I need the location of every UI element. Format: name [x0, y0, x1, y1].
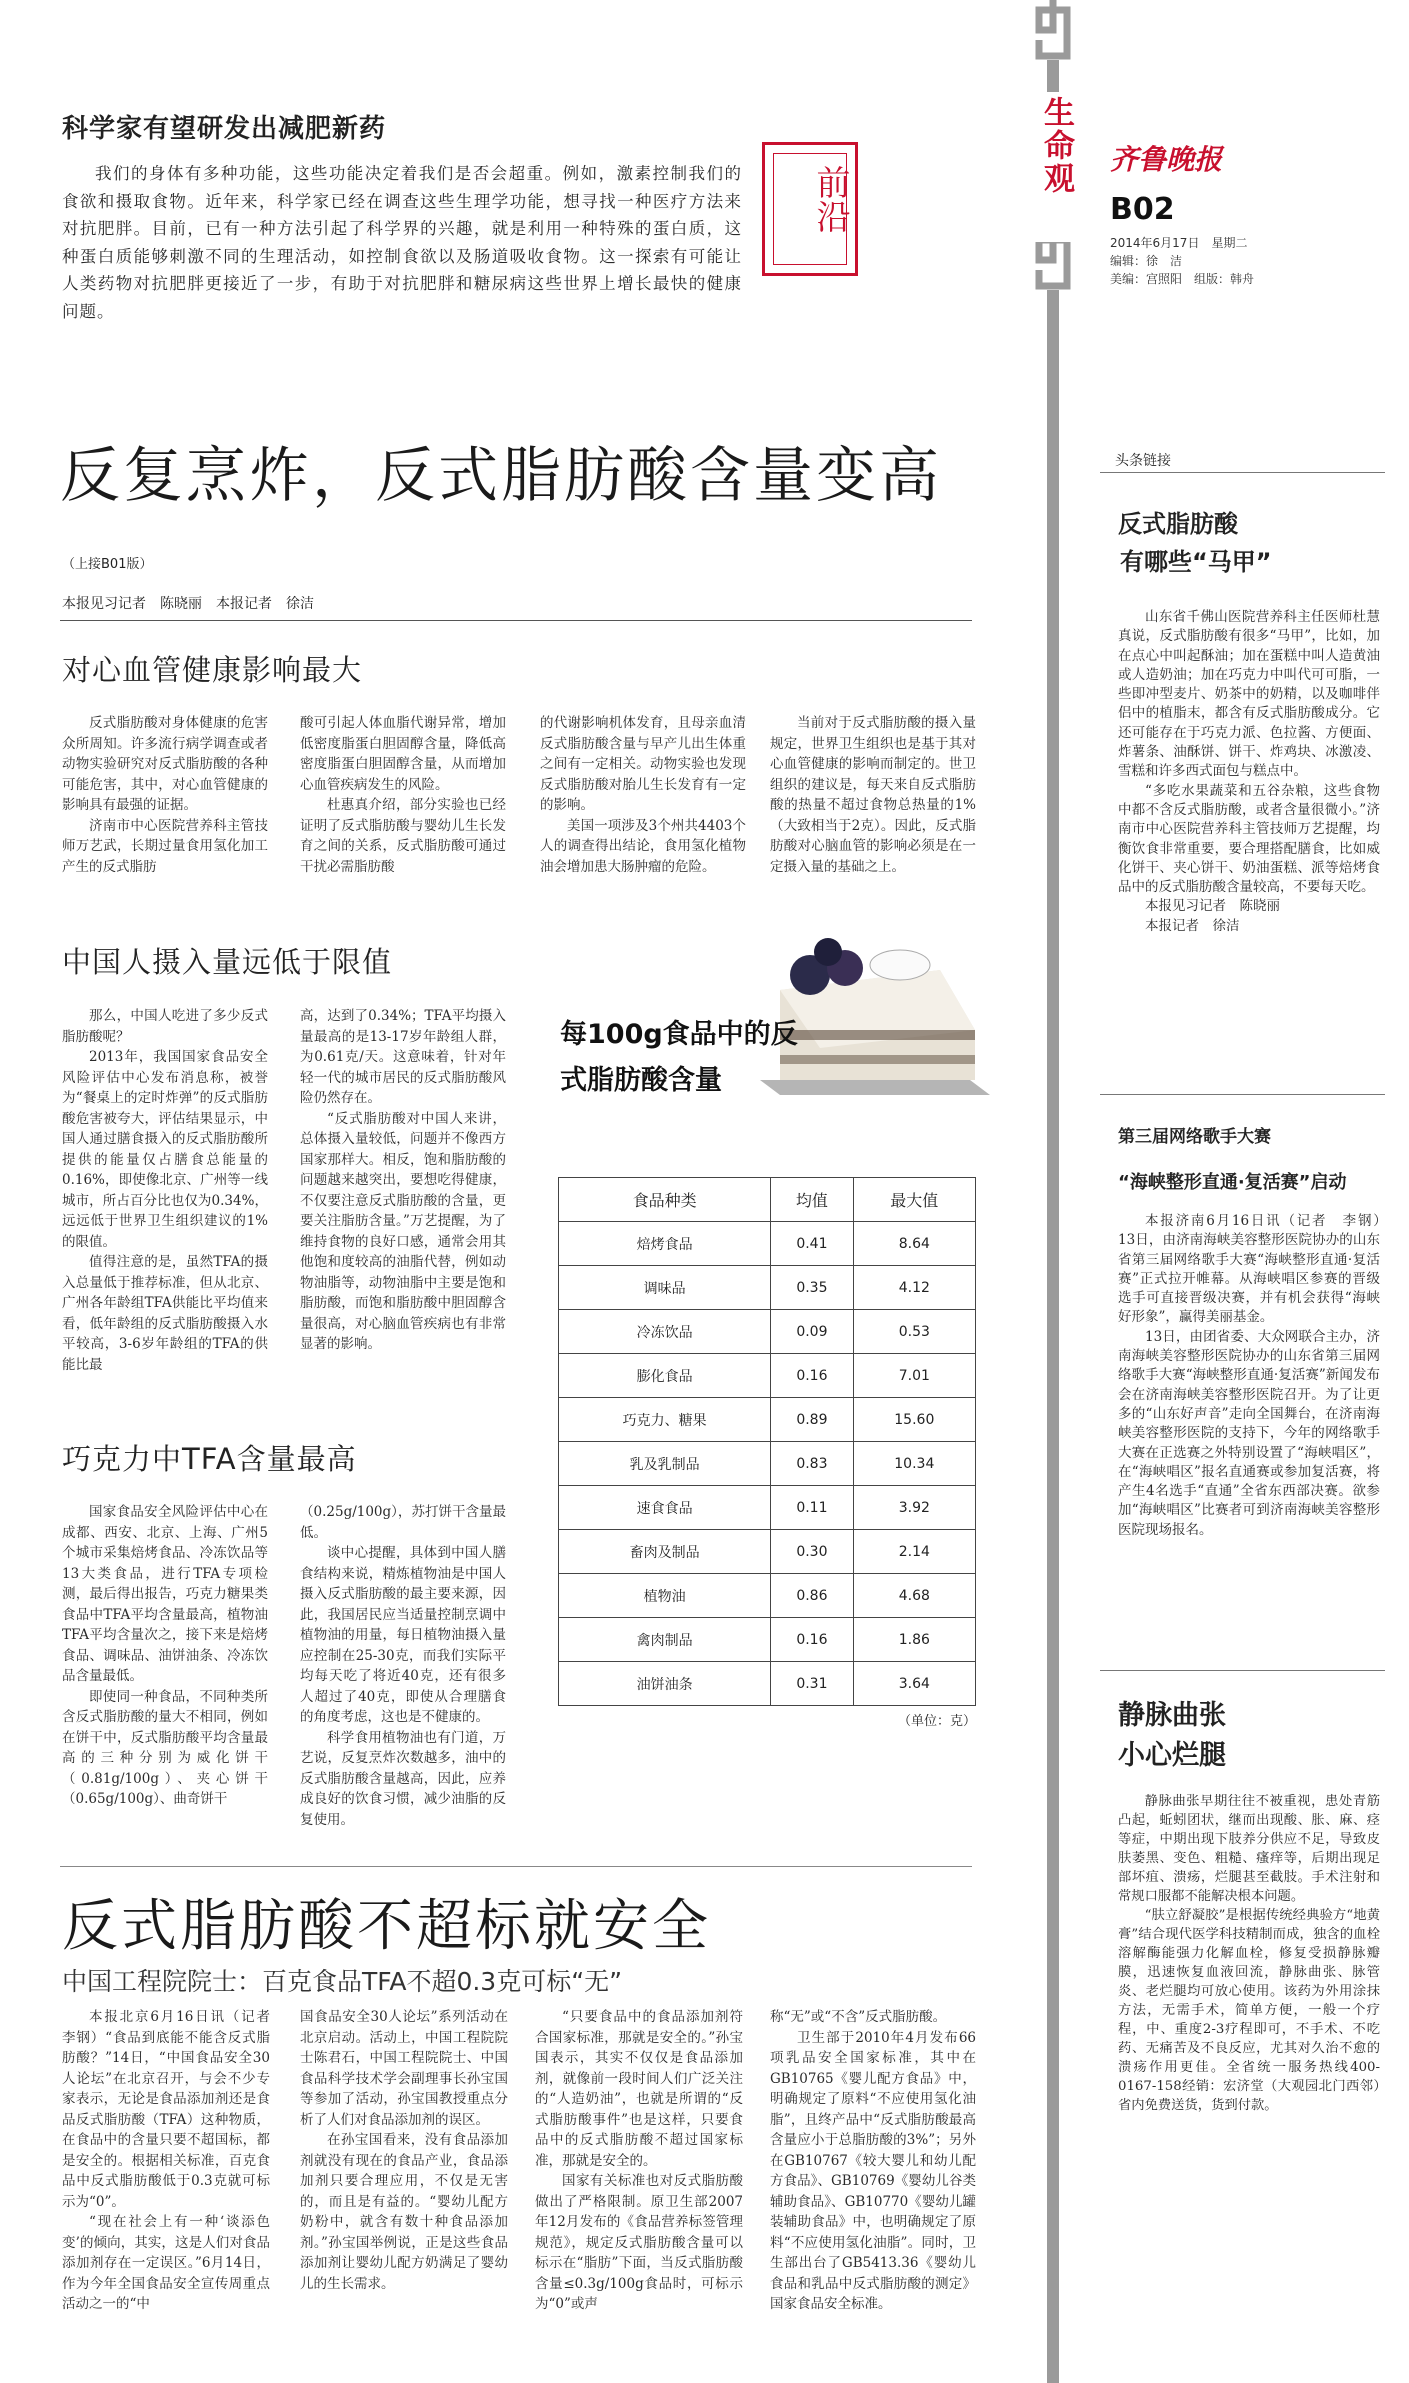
page-designer: 美编：宫照阳 组版：韩舟 — [1110, 272, 1255, 286]
table-row — [559, 1266, 976, 1310]
section1-col3: 的代谢影响机体发育，且母亲血清反式脂肪酸含量与早产儿出生体重之间有一定相关。动物实验也发现反式脂肪酸对胎儿生长发育有一定的影响。 美国一项涉及3个州共4403个人的调查得出结论，食用氢化植物油会增加患大肠肿瘤的危险。 — [540, 715, 746, 875]
sidebar-box1-title: 反式脂肪酸 有哪些“马甲” — [1118, 510, 1272, 576]
sidebar-link-label: 头条链接 — [1115, 453, 1171, 469]
frontier-title: 科学家有望研发出减肥新药 — [62, 114, 387, 144]
food-category-cell: 焙烤食品 — [559, 1222, 771, 1266]
second-col1: 本报北京6月16日讯（记者 李钢）“食品到底能不能含反式脂肪酸？”14日，“中国食品安全30人论坛”在北京召开，与会不少专家表示，无论是食品添加剂还是食品反式脂肪酸（TFA）这种物质，在食品中的含量只要不超国标，都是安全的。根据相关标准，百克食品中反式脂肪酸低于0.3克就可标示为“0”。 “现在社会上有一种‘谈添色变’的倾向，其实，这是人们对食品添加剂存在一定误区。”6月14日，作为今年全国食品安全宣传周重点活动之一的“中 — [62, 2009, 284, 2312]
sidebar-divider-1 — [1100, 1094, 1385, 1095]
section3-col1: 国家食品安全风险评估中心在成都、西安、北京、上海、广州5个城市采集焙烤食品、冷冻饮品等13大类食品，进行TFA专项检测，最后得出报告，巧克力糖果类食品中TFA平均含量最高，植物油TFA平均含量次之，接下来是焙烤食品、调味品、油饼油条、冷冻饮品含量最低。 即使同一种食品，不同种类所含反式脂肪酸的量大不相同，例如在饼干中，反式脂肪酸平均含量最高的三种分别为威化饼干（0.81g/100g）、夹心饼干（0.65g/100g）、曲奇饼干 — [62, 1504, 268, 1807]
page-date: 2014年6月17日 星期二 — [1110, 236, 1248, 250]
food-category-cell: 乳及乳制品 — [559, 1442, 771, 1486]
table-row — [559, 1310, 976, 1354]
tfa-table — [558, 1177, 976, 1729]
max-value-cell: 3.92 — [853, 1486, 975, 1530]
max-value-cell: 4.12 — [853, 1266, 975, 1310]
max-value-cell: 4.68 — [853, 1574, 975, 1618]
byline-divider — [60, 620, 972, 621]
sidebar-box2-kicker: 第三届网络歌手大赛 — [1118, 1127, 1271, 1147]
food-category-cell: 油饼油条 — [559, 1662, 771, 1706]
food-category-cell: 速食食品 — [559, 1486, 771, 1530]
frontier-tag: 前沿 — [762, 142, 858, 276]
page-number: B02 — [1110, 192, 1175, 227]
section1-heading: 对心血管健康影响最大 — [62, 653, 363, 687]
second-headline: 反式脂肪酸不超标就安全 — [62, 1894, 711, 1959]
max-value-cell: 7.01 — [853, 1354, 975, 1398]
mean-value-cell: 0.11 — [771, 1486, 853, 1530]
mean-value-cell: 0.35 — [771, 1266, 853, 1310]
max-value-cell: 1.86 — [853, 1618, 975, 1662]
table-row — [559, 1222, 976, 1266]
sidebar-box3-title: 静脉曲张 小心烂腿 — [1118, 1700, 1226, 1771]
frontier-body: 我们的身体有多种功能，这些功能决定着我们是否会超重。例如，激素控制我们的食欲和摄取食物。近年来，科学家已经在调查这些生理学功能，想寻找一种医疗方法来对抗肥胖。目前，已有一种方法引起了科学界的兴趣，就是利用一种特殊的蛋白质，这种蛋白质能够刺激不同的生理活动，如控制食欲以及肠道吸收食物。这一探索有可能让人类药物对抗肥胖更接近了一步，有助于对抗肥胖和糖尿病这些世界上增长最快的健康问题。 — [62, 164, 742, 321]
mean-value-cell: 0.89 — [771, 1398, 853, 1442]
table-row — [559, 1398, 976, 1442]
mean-value-cell: 0.30 — [771, 1530, 853, 1574]
main-byline: 本报见习记者 陈晓丽 本报记者 徐洁 — [62, 596, 314, 612]
mean-value-cell: 0.16 — [771, 1618, 853, 1662]
table-row — [559, 1530, 976, 1574]
table-header: 最大值 — [853, 1178, 975, 1222]
section2-col1: 那么，中国人吃进了多少反式脂肪酸呢？ 2013年，我国国家食品安全风险评估中心发布消息称，被誉为“餐桌上的定时炸弹”的反式脂肪酸危害被夸大，评估结果显示，中国人通过膳食摄入的反式脂肪酸所提供的能量仅占膳食总能量的0.16%，即使像北京、广州等一线城市，所占百分比也仅为0.34%，远远低于世界卫生组织建议的1%的限值。 值得注意的是，虽然TFA的摄入总量低于推荐标准，但从北京、广州各年龄组TFA供能比平均值来看，低年龄组的反式脂肪酸摄入水平较高，3-6岁年龄组的TFA的供能比最 — [62, 1008, 268, 1373]
mean-value-cell: 0.31 — [771, 1662, 853, 1706]
table-row — [559, 1442, 976, 1486]
food-category-cell: 冷冻饮品 — [559, 1310, 771, 1354]
continued-note: （上接B01版） — [62, 557, 153, 572]
table-unit: （单位：克） — [897, 1714, 976, 1729]
table-row — [559, 1354, 976, 1398]
table-row — [559, 1618, 976, 1662]
max-value-cell: 3.64 — [853, 1662, 975, 1706]
second-col2: 国食品安全30人论坛”系列活动在北京启动。活动上，中国工程院院士陈君石，中国工程院院士、中国食品科学技术学会副理事长孙宝国等参加了活动，孙宝国教授重点分析了人们对食品添加剂的误区。 在孙宝国看来，没有食品添加剂就没有现在的食品产业，食品添加剂只要合理应用，不仅是无害的，而且是有益的。“婴幼儿配方奶粉中，就含有数十种食品添加剂。”孙宝国举例说，正是这些食品添加剂让婴幼儿配方奶满足了婴幼儿的生长需求。 — [300, 2009, 508, 2292]
section2-heading: 中国人摄入量远低于限值 — [62, 945, 393, 979]
rail-line — [1047, 290, 1059, 2383]
second-subheadline: 中国工程院院士：百克食品TFA不超0.3克可标“无” — [62, 1967, 623, 1996]
sidebar-box3-body: 静脉曲张早期往往不被重视，患处青筋凸起，蚯蚓团状，继而出现酸、胀、麻、痉等症，中期出现下肢养分供应不足，导致皮肤萎黑、变色、粗糙、瘙痒等，后期出现足部坏疽、溃疡，烂腿甚至截肢。手术注射和常规口服都不能解决根本问题。 “肤立舒凝胶”是根据传统经典验方“地黄膏”结合现代医学科技精制而成，独含的血栓溶解酶能强力化解血栓，修复受损静脉瓣膜，迅速恢复血液回流，静脉曲张、脉管炎、老烂腿均可放心使用。该药为外用涂抹方法，无需手术，简单方便，一般一个疗程，中、重度2-3疗程即可，不手术、不吃药、无痛苦及不良反应，尤其对久治不愈的溃疡作用更佳。全省统一服务热线400-0167-158经销：宏济堂（大观园北门西邻）省内免费送货，货到付款。 — [1118, 1794, 1380, 2113]
mean-value-cell: 0.41 — [771, 1222, 853, 1266]
table-row — [559, 1486, 976, 1530]
newspaper-logo: 齐鲁晚报 — [1110, 143, 1223, 176]
sidebar-divider-2 — [1100, 1670, 1385, 1671]
food-category-cell: 巧克力、糖果 — [559, 1398, 771, 1442]
table-header: 均值 — [771, 1178, 853, 1222]
page-editor: 编辑：徐 洁 — [1110, 254, 1183, 268]
table-row — [559, 1662, 976, 1706]
mean-value-cell: 0.09 — [771, 1310, 853, 1354]
food-category-cell: 禽肉制品 — [559, 1618, 771, 1662]
sidebar-divider-top — [1100, 472, 1385, 473]
second-col3: “只要食品中的食品添加剂符合国家标准，那就是安全的。”孙宝国表示，其实不仅仅是食品添加剂，就像前一段时间人们广泛关注的“人造奶油”，也就是所谓的“反式脂肪酸事件”也是这样，只要食品中的反式脂肪酸不超过国家标准，那就是安全的。 国家有关标准也对反式脂肪酸做出了严格限制。原卫生部2007年12月发布的《食品营养标签管理规范》，规定反式脂肪酸含量可以标示在“脂肪”下面，当反式脂肪酸含量≤0.3g/100g食品时，可标示为“0”或声 — [535, 2009, 743, 2312]
mean-value-cell: 0.83 — [771, 1442, 853, 1486]
max-value-cell: 2.14 — [853, 1530, 975, 1574]
max-value-cell: 15.60 — [853, 1398, 975, 1442]
food-category-cell: 植物油 — [559, 1574, 771, 1618]
mean-value-cell: 0.16 — [771, 1354, 853, 1398]
table-row — [559, 1574, 976, 1618]
food-category-cell: 调味品 — [559, 1266, 771, 1310]
section1-col1: 反式脂肪酸对身体健康的危害众所周知。许多流行病学调查或者动物实验研究对反式脂肪酸的各种可能危害，其中，对心血管健康的影响具有最强的证据。 济南市中心医院营养科主管技师万艺武，长期过量食用氢化加工产生的反式脂肪 — [62, 715, 268, 875]
section2-col2: 高，达到了0.34%；TFA平均摄入量最高的是13-17岁年龄组人群，为0.61克/天。这意味着，针对年轻一代的城市居民的反式脂肪酸风险仍然存在。 “反式脂肪酸对中国人来讲，总体摄入量较低，问题并不像西方国家那样大。相反，饱和脂肪酸的问题越来越突出，要想吃得健康，不仅要注意反式脂肪酸的含量，更要关注脂肪含量。”万艺提醒，为了维持食物的良好口感，通常会用其他饱和度较高的油脂代替，例如动物油脂等，动物油脂中主要是饱和脂肪酸，而饱和脂肪酸中胆固醇含量很高，对心脑血管疾病也有非常显著的影响。 — [300, 1008, 506, 1352]
food-category-cell: 畜肉及制品 — [559, 1530, 771, 1574]
sidebar-box1-body: 山东省千佛山医院营养科主任医师杜慧真说，反式脂肪酸有很多“马甲”，比如，加在点心中叫起酥油；加在蛋糕中叫人造黄油或人造奶油；加在巧克力中叫代可可脂，一些即冲型麦片、奶茶中的奶精，以及咖啡伴侣中的植脂末，都含有反式脂肪酸成分。它还可能存在于巧克力派、色拉酱、方便面、炸薯条、油酥饼、饼干、炸鸡块、冰激凌、雪糕和许多西式面包与糕点中。 “多吃水果蔬菜和五谷杂粮，这些食物中都不含反式脂肪酸，或者含量很微小。”济南市中心医院营养科主管技师万艺提醒，均衡饮食非常重要，要合理搭配膳食，比如威化饼干、夹心饼干、奶油蛋糕、派等焙烤食品中的反式脂肪酸含量较高，不要每天吃。 本报见习记者 陈晓丽 本报记者 徐洁 — [1118, 609, 1380, 934]
main-headline: 反复烹炸，反式脂肪酸含量变高 — [60, 441, 942, 511]
max-value-cell: 0.53 — [853, 1310, 975, 1354]
sidebar-box2-body: 本报济南6月16日讯（记者 李钢） 13日，由济南海峡美容整形医院协办的山东省第三届网络歌手大赛“海峡整形直通·复活赛”正式拉开帷幕。从海峡唱区参赛的晋级选手可直接晋级决赛，并有机会获得“海峡好形象”，赢得美丽基金。 13日，由团省委、大众网联合主办，济南海峡美容整形医院协办的山东省第三届网络歌手大赛“海峡整形直通·复活赛”新闻发布会在济南海峡美容整形医院召开。为了让更多的“山东好声音”走向全国舞台，在济南海峡美容整形医院的支持下，今年的网络歌手大赛在正选赛之外特别设置了“海峡唱区”，在“海峡唱区”报名直通赛或参加复活赛，将产生4名选手“直通”全省东西部决赛。欲参加“海峡唱区”比赛者可到济南海峡美容整形医院现场报名。 — [1118, 1213, 1394, 1538]
mean-value-cell: 0.86 — [771, 1574, 853, 1618]
section-vertical-title: 生命观 — [1034, 92, 1072, 242]
section1-col2: 酸可引起人体血脂代谢异常，增加低密度脂蛋白胆固醇含量，降低高密度脂蛋白胆固醇含量，从而增加心血管疾病发生的风险。 杜惠真介绍，部分实验也已经证明了反式脂肪酸与婴幼儿生长发育之间的关系，反式脂肪酸可通过干扰必需脂肪酸 — [300, 715, 506, 875]
second-col4: 称“无”或“不含”反式脂肪酸。 卫生部于2010年4月发布66项乳品安全国家标准，其中在GB10765《婴儿配方食品》中，明确规定了原料“不应使用氢化油脂”，且终产品中“反式脂肪酸最高含量应小于总脂肪酸的3%”；另外在GB10767《较大婴儿和幼儿配方食品》、GB10769《婴幼儿谷类辅助食品》、GB10770《婴幼儿罐装辅助食品》中，也明确规定了原料“不应使用氢化油脂”。同时，卫生部出台了GB5413.36《婴幼儿食品和乳品中反式脂肪酸的测定》国家食品安全标准。 — [770, 2009, 976, 2312]
food-category-cell: 膨化食品 — [559, 1354, 771, 1398]
section1-col4: 当前对于反式脂肪酸的摄入量规定，世界卫生组织也是基于其对心血管健康的影响而制定的。世卫组织的建议是，每天来自反式脂肪酸的热量不超过食物总热量的1%（大致相当于2克）。因此，反式脂肪酸对心脑血管的影响必须是在一定摄入量的基础之上。 — [770, 715, 976, 875]
second-article-divider — [60, 1866, 972, 1867]
chart-title: 每100g食品中的反式脂肪酸含量 — [560, 1019, 798, 1096]
sidebar-box2-title: “海峡整形直通·复活赛”启动 — [1118, 1172, 1347, 1193]
max-value-cell: 8.64 — [853, 1222, 975, 1266]
section3-heading: 巧克力中TFA含量最高 — [62, 1442, 357, 1476]
table-header: 食品种类 — [559, 1178, 771, 1222]
section3-col2: （0.25g/100g），苏打饼干含量最低。 谈中心提醒，具体到中国人膳食结构来说，精炼植物油是中国人摄入反式脂肪酸的最主要来源，因此，我国居民应当适量控制烹调中植物油的用量，每日植物油摄入量应控制在25-30克，而我们实际平均每天吃了将近40克，还有很多人超过了40克，即使从合理膳食的角度考虑，这也是不健康的。 科学食用植物油也有门道，万艺说，反复烹炸次数越多，油中的反式脂肪酸含量越高，因此，应养成良好的饮食习惯，减少油脂的反复使用。 — [300, 1504, 506, 1828]
max-value-cell: 10.34 — [853, 1442, 975, 1486]
